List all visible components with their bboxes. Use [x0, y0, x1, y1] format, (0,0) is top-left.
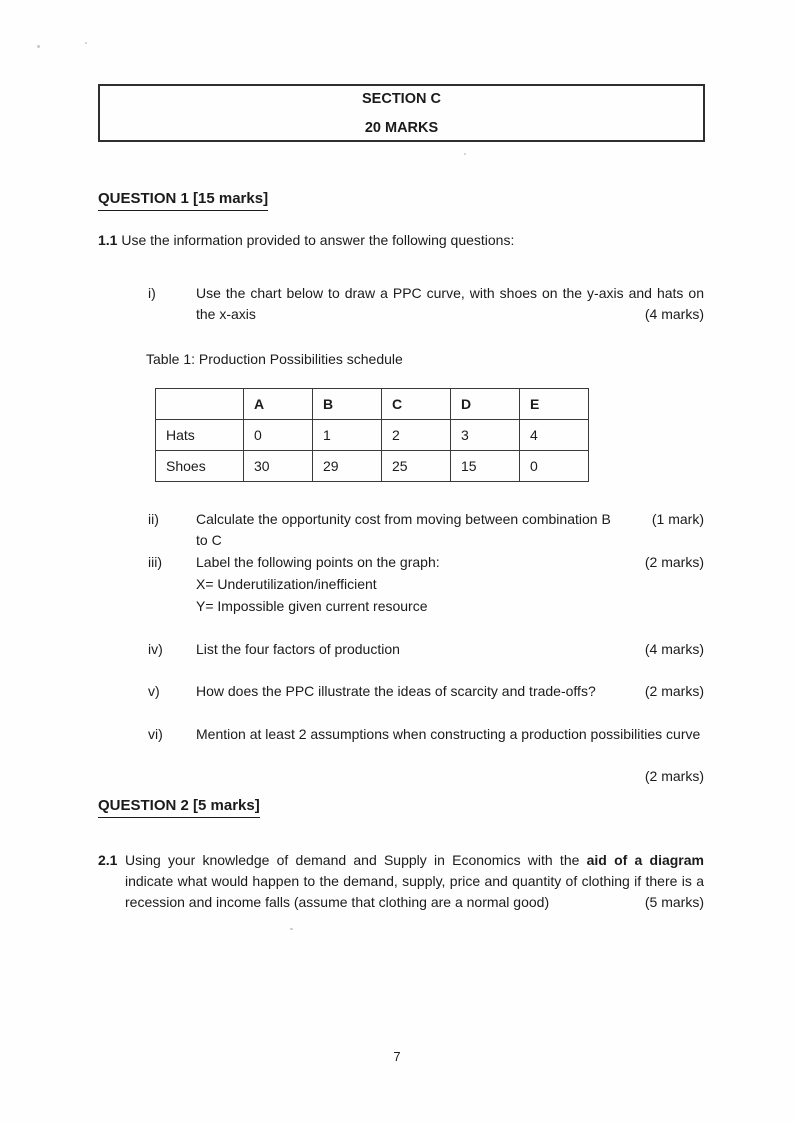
item-marks: (2 marks)	[644, 554, 704, 570]
section-header-box	[98, 84, 705, 142]
item-number: ii)	[148, 511, 159, 527]
question2-text: Using your knowledge of demand and Supply in Economics with the	[125, 852, 587, 868]
question1-intro	[98, 230, 704, 251]
section-title: SECTION C	[362, 91, 441, 107]
table-header-cell: D	[451, 389, 520, 420]
table-cell: 15	[451, 451, 520, 482]
item-number: v)	[148, 683, 160, 699]
item-text: Calculate the opportunity cost from moving between combination B to C	[196, 511, 611, 548]
question1-item-ii	[98, 509, 704, 551]
question2-heading: QUESTION 2 [5 marks]	[98, 795, 260, 818]
table-header-cell	[156, 389, 244, 420]
item-text: Use the chart below to draw a PPC curve, with shoes on the y-axis and hats on the x-axis	[196, 285, 704, 322]
item-subline: X= Underutilization/inefficient	[196, 576, 377, 592]
table-cell: 2	[382, 420, 451, 451]
item-number: vi)	[148, 726, 163, 742]
table-row	[156, 451, 589, 482]
question1-item-v	[98, 681, 704, 702]
question2-number: 2.1	[98, 852, 118, 868]
question1-item-i	[98, 283, 704, 325]
table-cell: 0	[520, 451, 589, 482]
question1-heading: QUESTION 1 [15 marks]	[98, 188, 268, 211]
item-text: List the four factors of production	[196, 641, 400, 657]
table-cell: 0	[244, 420, 313, 451]
question2-bold-text: aid of a diagram	[586, 852, 704, 868]
table-header-cell: B	[313, 389, 382, 420]
question1-intro-text: Use the information provided to answer the following questions:	[117, 232, 515, 248]
table-cell: 25	[382, 451, 451, 482]
table-header-cell: E	[520, 389, 589, 420]
scan-artifact	[37, 45, 40, 48]
table-header-cell: A	[244, 389, 313, 420]
table-cell: 1	[313, 420, 382, 451]
page-number: 7	[393, 1049, 401, 1064]
question1-intro-number: 1.1	[98, 232, 118, 248]
table-cell: 3	[451, 420, 520, 451]
scan-artifact	[85, 42, 87, 44]
item-vi-marks: (2 marks)	[644, 768, 704, 784]
table-cell: 4	[520, 420, 589, 451]
item-marks: (1 mark)	[651, 511, 704, 527]
item-number: iii)	[148, 554, 162, 570]
item-text: Mention at least 2 assumptions when constructing a production possibilities curve	[196, 726, 701, 742]
table-header-cell: C	[382, 389, 451, 420]
table-cell: 29	[313, 451, 382, 482]
item-number: iv)	[148, 641, 163, 657]
item-text: How does the PPC illustrate the ideas of scarcity and trade-offs?	[196, 683, 596, 699]
item-marks: (4 marks)	[644, 306, 704, 322]
production-possibilities-table	[155, 388, 589, 482]
question2-paragraph	[98, 850, 704, 913]
question1-item-iv	[98, 639, 704, 660]
scan-artifact	[290, 928, 293, 930]
item-marks: (2 marks)	[644, 683, 704, 699]
table-row	[156, 420, 589, 451]
item-subline: Y= Impossible given current resource	[196, 598, 428, 614]
question1-item-vi	[98, 724, 704, 745]
scan-artifact	[464, 153, 466, 155]
table-caption: Table 1: Production Possibilities schedule	[146, 351, 403, 367]
table-header-row	[156, 389, 589, 420]
section-total-marks: 20 MARKS	[364, 120, 439, 136]
question2-marks: (5 marks)	[639, 892, 704, 913]
row-label: Hats	[156, 420, 244, 451]
item-marks: (4 marks)	[644, 641, 704, 657]
table-cell: 30	[244, 451, 313, 482]
question2-text: indicate what would happen to the demand, supply, price and quantity of clothing if there is a recession and income falls (assume that clothing are a normal good)	[125, 873, 704, 910]
row-label: Shoes	[156, 451, 244, 482]
item-number: i)	[148, 285, 156, 301]
question1-item-iii	[98, 552, 704, 617]
item-text: Label the following points on the graph:	[196, 554, 440, 570]
